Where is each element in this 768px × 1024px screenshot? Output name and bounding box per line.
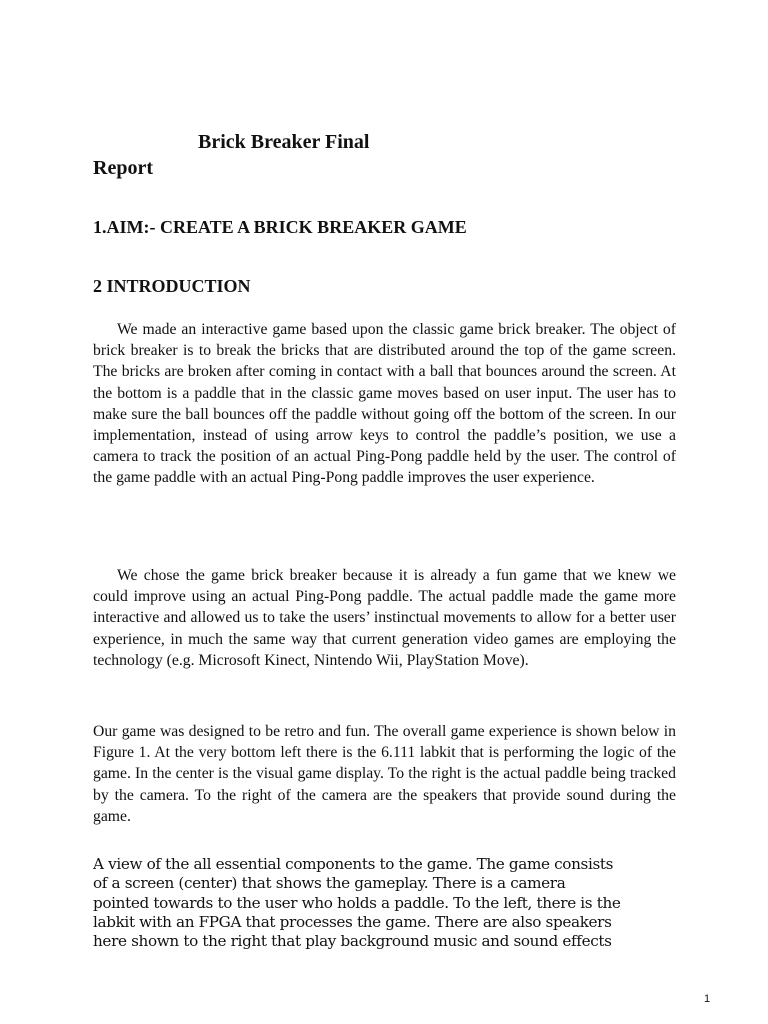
figure-caption: A view of the all essential components to the game. The game consists of a screen (center) that shows the gameplay. There is a camera pointed towards to the user who holds a paddle. To the left, there is the labkit with an FPGA that processes the game. There are also speakers here shown to the right that play background music and sound effects <box>93 855 621 951</box>
report-title-line-2: Report <box>93 157 153 179</box>
report-title-line-1: Brick Breaker Final <box>198 131 370 153</box>
introduction-heading: 2 INTRODUCTION <box>93 276 251 296</box>
introduction-paragraph-1: We made an interactive game based upon the classic game brick breaker. The object of brick breaker is to break the bricks that are distributed around the top of the game screen. The bricks are broken after coming in contact with a ball that bounces around the screen. At the bottom is a paddle that in the classic game moves based on user input. The user has to make sure the ball bounces off the paddle without going off the bottom of the screen. In our implementation, instead of using arrow keys to control the paddle’s position, we use a camera to track the position of an actual Ping-Pong paddle held by the user. The control of the game paddle with an actual Ping-Pong paddle improves the user experience. <box>93 321 676 487</box>
introduction-paragraph-2: We chose the game brick breaker because it is already a fun game that we knew we could improve using an actual Ping-Pong paddle. The actual paddle made the game more interactive and allowed us to take the users’ instinctual movements to allow for a better user experience, in much the same way that current generation video games are employing the technology (e.g. Microsoft Kinect, Nintendo Wii, PlayStation Move). <box>93 567 676 669</box>
page-number: 1 <box>704 993 711 1005</box>
introduction-paragraph-3: Our game was designed to be retro and fun. The overall game experience is shown below in Figure 1. At the very bottom left there is the 6.111 labkit that is performing the logic of the game. In the center is the visual game display. To the right is the actual paddle being tracked by the camera. To the right of the camera are the speakers that provide sound during the game. <box>93 723 676 825</box>
aim-heading: 1.AIM:- CREATE A BRICK BREAKER GAME <box>93 217 467 237</box>
